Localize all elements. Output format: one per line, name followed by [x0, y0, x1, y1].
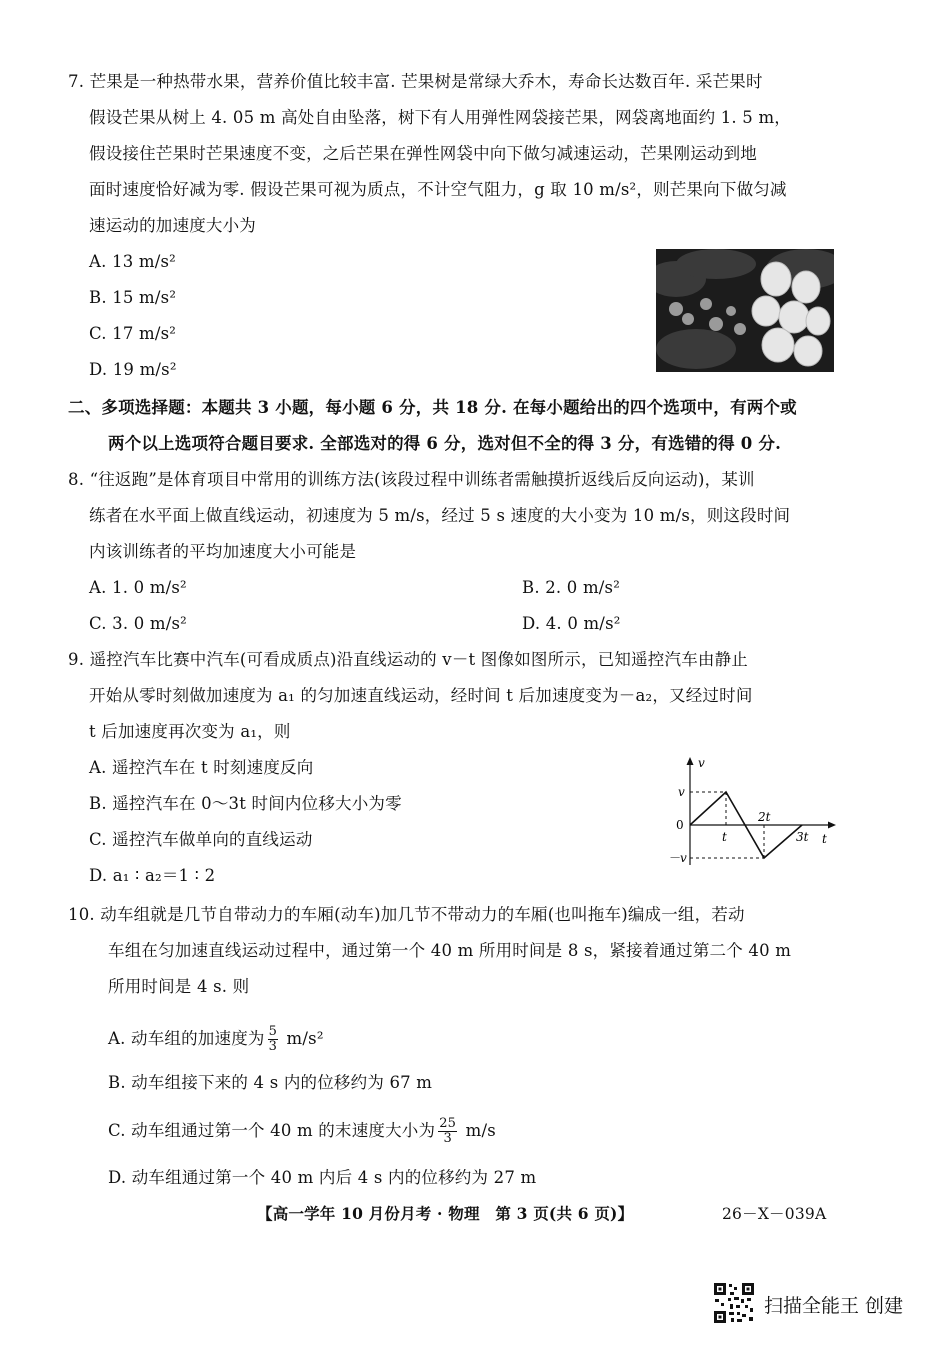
- q10-option-d: D. 动车组通过第一个 40 m 内后 4 s 内的位移约为 27 m: [108, 1168, 537, 1187]
- q9-option-c: C. 遥控汽车做单向的直线运动: [89, 830, 313, 849]
- section2-heading-line-1: 二、多项选择题：本题共 3 小题，每小题 6 分，共 18 分. 在每小题给出的四个选项中，有两个或: [68, 398, 797, 417]
- q7-line-2: 假设芒果从树上 4. 05 m 高处自由坠落，树下有人用弹性网袋接芒果，网袋离地面约 1. 5 m，: [89, 108, 791, 127]
- q8-line-2: 练者在水平面上做直线运动，初速度为 5 m/s，经过 5 s 速度的大小变为 10 m/s，则这段时间: [89, 506, 791, 525]
- q7-line-4: 面时速度恰好减为零. 假设芒果可视为质点，不计空气阻力，g 取 10 m/s²，则芒果向下做匀减: [89, 180, 787, 199]
- q9-option-b: B. 遥控汽车在 0～3t 时间内位移大小为零: [89, 794, 402, 813]
- q10-option-c-text: C. 动车组通过第一个 40 m 的末速度大小为: [108, 1121, 436, 1140]
- q7-option-d: D. 19 m/s²: [89, 360, 177, 379]
- q10-option-c-numerator: 25: [439, 1116, 457, 1131]
- qr-code-icon: [712, 1281, 756, 1325]
- q7-line-5: 速运动的加速度大小为: [89, 216, 256, 235]
- t2-label: 2t: [758, 810, 771, 824]
- q10-option-a-text: A. 动车组的加速度为: [108, 1029, 265, 1048]
- q8-line-1: 8. “往返跑”是体育项目中常用的训练方法(该段过程中训练者需触摸折返线后反向运动)，某训: [68, 470, 755, 489]
- q10-option-c-fraction: [438, 1117, 457, 1146]
- mango-photo: [656, 249, 834, 372]
- t-axis-arrow: [828, 822, 836, 829]
- q8-line-3: 内该训练者的平均加速度大小可能是: [89, 542, 357, 561]
- q10-option-a: [108, 1022, 324, 1056]
- v-axis-label: v: [698, 756, 705, 770]
- q9-line-2: 开始从零时刻做加速度为 a₁ 的匀加速直线运动，经时间 t 后加速度变为－a₂，又经过时间: [89, 686, 753, 705]
- q10-option-a-unit: m/s²: [286, 1029, 324, 1048]
- q8-option-a: A. 1. 0 m/s²: [89, 578, 187, 597]
- q9-line-3: t 后加速度再次变为 a₁，则: [89, 722, 291, 741]
- q7-option-b: B. 15 m/s²: [89, 288, 177, 307]
- t1-label: t: [722, 830, 727, 844]
- q10-line-3: 所用时间是 4 s. 则: [108, 977, 250, 996]
- t3-label: 3t: [796, 830, 809, 844]
- origin-label: 0: [676, 818, 684, 832]
- q10-option-b: B. 动车组接下来的 4 s 内的位移约为 67 m: [108, 1073, 433, 1092]
- page-footer-code: 26－X－039A: [722, 1205, 827, 1223]
- q10-option-a-fraction: [268, 1025, 278, 1054]
- q10-option-c: [108, 1114, 496, 1148]
- scanner-badge: [712, 1281, 927, 1329]
- q8-option-b: B. 2. 0 m/s²: [522, 578, 621, 597]
- page-footer-title: 【高一学年 10 月份月考 · 物理 第 3 页(共 6 页)】: [257, 1204, 634, 1223]
- q8-option-c: C. 3. 0 m/s²: [89, 614, 187, 633]
- q7-line-3: 假设接住芒果时芒果速度不变，之后芒果在弹性网袋中向下做匀减速运动，芒果刚运动到地: [89, 144, 757, 163]
- scanner-brand-label: 扫描全能王 创建: [764, 1295, 904, 1317]
- v-neg-label: －v: [668, 851, 687, 865]
- q8-option-d: D. 4. 0 m/s²: [522, 614, 621, 633]
- q10-option-c-denominator: 3: [443, 1131, 452, 1146]
- q10-line-1: 10. 动车组就是几节自带动力的车厢(动车)加几节不带动力的车厢(也叫拖车)编成一组，若动: [68, 905, 745, 924]
- q10-option-a-numerator: 5: [268, 1024, 278, 1039]
- q9-option-d: D. a₁ ∶ a₂＝1 ∶ 2: [89, 866, 216, 885]
- v-pos-label: v: [678, 785, 685, 799]
- t-axis-label: t: [822, 832, 827, 846]
- section2-heading-line-2: 两个以上选项符合题目要求. 全部选对的得 6 分，选对但不全的得 3 分，有选错的得 0 分.: [108, 434, 782, 453]
- q9-option-a: A. 遥控汽车在 t 时刻速度反向: [89, 758, 314, 777]
- q10-line-2: 车组在匀加速直线运动过程中，通过第一个 40 m 所用时间是 8 s，紧接着通过第二个 40 m: [108, 941, 792, 960]
- q7-line-1: 7. 芒果是一种热带水果，营养价值比较丰富. 芒果树是常绿大乔木，寿命长达数百年. 采芒果时: [68, 72, 763, 91]
- q10-option-c-unit: m/s: [465, 1121, 496, 1140]
- q7-option-a: A. 13 m/s²: [89, 252, 176, 271]
- q10-option-a-denominator: 3: [268, 1039, 278, 1054]
- v-axis-arrow: [687, 757, 694, 765]
- vt-graph: [668, 755, 838, 875]
- q7-option-c: C. 17 m/s²: [89, 324, 177, 343]
- q9-line-1: 9. 遥控汽车比赛中汽车(可看成质点)沿直线运动的 v－t 图像如图所示，已知遥控汽车由静止: [68, 650, 749, 669]
- mango-illustration: [656, 249, 834, 372]
